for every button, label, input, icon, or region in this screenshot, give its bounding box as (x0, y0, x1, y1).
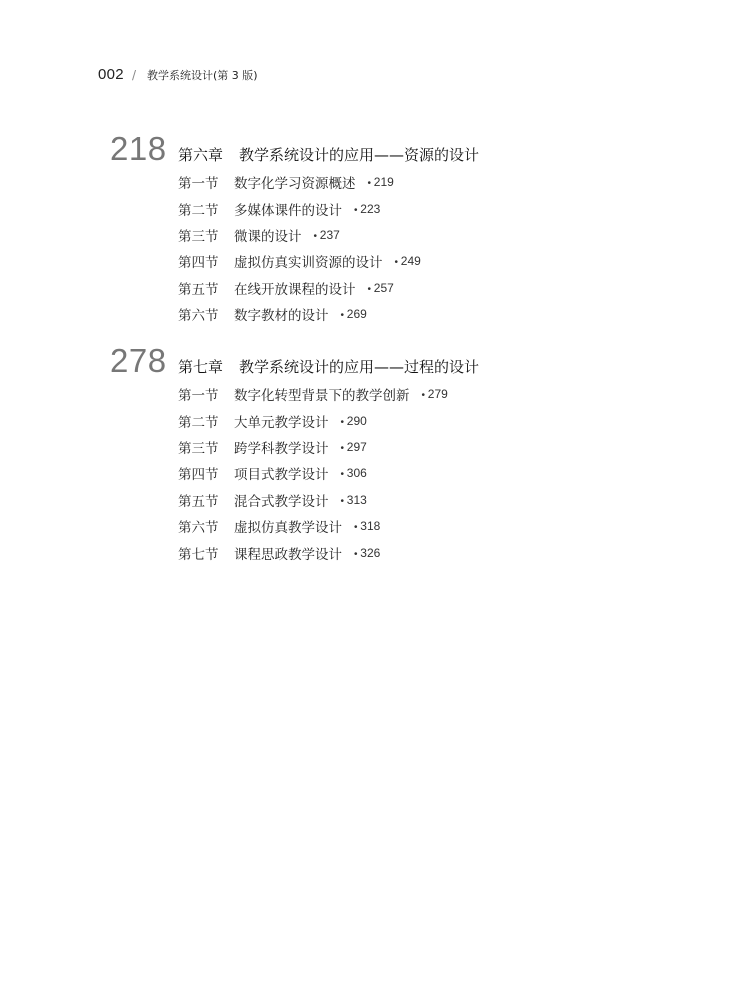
toc-section[interactable] (178, 301, 479, 327)
section-number: 第六节 (178, 520, 219, 537)
toc-section[interactable] (178, 195, 479, 221)
toc-section[interactable] (178, 513, 479, 539)
running-head-separator: / (131, 68, 136, 82)
section-title: 数字化转型背景下的教学创新 (234, 388, 410, 405)
toc-chapter (110, 132, 479, 327)
section-title: 跨学科教学设计 (234, 440, 329, 457)
toc-section[interactable] (178, 539, 479, 565)
section-number: 第二节 (178, 414, 219, 431)
chapter-heading[interactable] (110, 132, 479, 165)
section-list (178, 169, 479, 327)
section-page-number: • 318 (354, 519, 380, 533)
section-list (178, 381, 479, 566)
chapter-title-text: 教学系统设计的应用——资源的设计 (239, 146, 480, 164)
section-title: 在线开放课程的设计 (234, 281, 356, 298)
section-page-number: • 326 (354, 546, 380, 560)
section-title: 微课的设计 (234, 228, 302, 245)
section-title: 课程思政教学设计 (234, 546, 342, 563)
section-page-number: • 249 (395, 254, 421, 268)
section-title: 数字教材的设计 (234, 308, 329, 325)
toc-section[interactable] (178, 222, 479, 248)
toc-section[interactable] (178, 381, 479, 407)
toc-section[interactable] (178, 460, 479, 486)
section-page-number: • 313 (341, 493, 367, 507)
chapter-title (178, 356, 479, 377)
chapter-title-text: 教学系统设计的应用——过程的设计 (239, 358, 480, 376)
section-number: 第五节 (178, 281, 219, 298)
toc-section[interactable] (178, 407, 479, 433)
section-page-number: • 257 (368, 281, 394, 295)
chapter-heading[interactable] (110, 344, 479, 377)
page-number: 002 (98, 66, 124, 83)
chapter-number: 第七章 (178, 358, 224, 376)
toc-chapter (110, 344, 479, 566)
section-title: 项目式教学设计 (234, 467, 329, 484)
section-page-number: • 306 (341, 466, 367, 480)
section-number: 第一节 (178, 176, 219, 193)
section-title: 虚拟仿真实训资源的设计 (234, 255, 383, 272)
section-number: 第三节 (178, 228, 219, 245)
chapter-page-number: 278 (110, 342, 167, 379)
section-page-number: • 237 (314, 228, 340, 242)
section-page-number: • 297 (341, 440, 367, 454)
section-number: 第五节 (178, 493, 219, 510)
section-page-number: • 219 (368, 175, 394, 189)
chapter-number: 第六章 (178, 146, 224, 164)
toc-section[interactable] (178, 275, 479, 301)
section-page-number: • 269 (341, 307, 367, 321)
section-number: 第二节 (178, 202, 219, 219)
toc-section[interactable] (178, 487, 479, 513)
section-number: 第四节 (178, 255, 219, 272)
chapter-page-number: 218 (110, 130, 167, 167)
section-title: 虚拟仿真教学设计 (234, 520, 342, 537)
book-title: 教学系统设计(第 3 版) (146, 69, 258, 82)
section-number: 第三节 (178, 440, 219, 457)
chapter-title (178, 144, 479, 165)
section-page-number: • 223 (354, 202, 380, 216)
section-number: 第四节 (178, 467, 219, 484)
toc-section[interactable] (178, 169, 479, 195)
section-title: 数字化学习资源概述 (234, 176, 356, 193)
section-page-number: • 279 (422, 387, 448, 401)
running-head (98, 66, 258, 83)
section-number: 第一节 (178, 388, 219, 405)
section-title: 混合式教学设计 (234, 493, 329, 510)
section-number: 第七节 (178, 546, 219, 563)
section-title: 大单元教学设计 (234, 414, 329, 431)
section-number: 第六节 (178, 308, 219, 325)
section-page-number: • 290 (341, 414, 367, 428)
section-title: 多媒体课件的设计 (234, 202, 342, 219)
toc-section[interactable] (178, 248, 479, 274)
toc-section[interactable] (178, 434, 479, 460)
